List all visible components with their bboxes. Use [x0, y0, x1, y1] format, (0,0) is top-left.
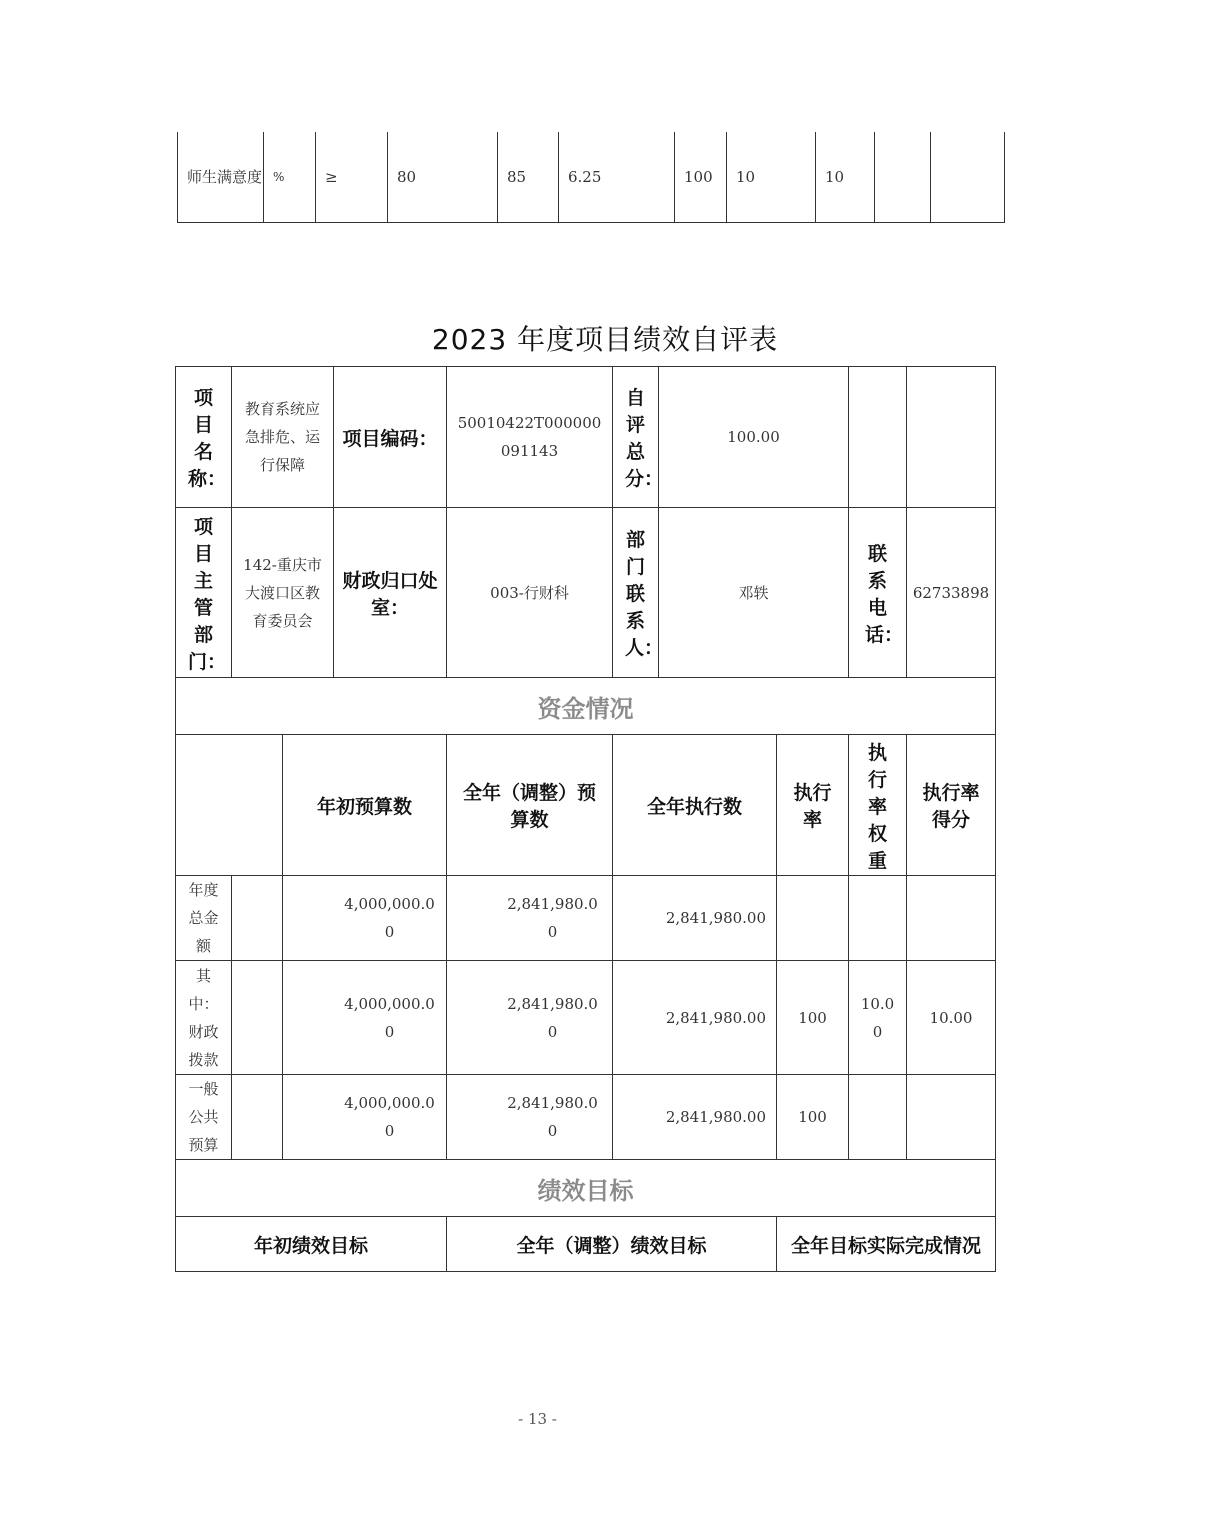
row-label: 其中：财政拨款: [176, 961, 232, 1075]
self-score-label: 自评总分：: [613, 367, 659, 508]
table-row: [176, 735, 996, 876]
phone-label: 联系电话：: [849, 508, 907, 678]
header-actual-completion: 全年目标实际完成情况: [777, 1217, 996, 1272]
exec-rate-cell: 100: [777, 961, 849, 1075]
table-row: [176, 1217, 996, 1272]
score-cell: 10.00: [907, 961, 996, 1075]
table-row: [176, 961, 996, 1075]
empty-cell-10: [875, 132, 931, 223]
finance-office-label: 财政归口处室：: [334, 508, 447, 678]
initial-budget-cell: 4,000,000.00: [283, 876, 447, 961]
score-cell-7: 100: [675, 132, 727, 223]
table-row: [176, 508, 996, 678]
exec-rate-cell: [777, 876, 849, 961]
executed-cell: 2,841,980.00: [613, 1075, 777, 1160]
funds-section-title: 资金情况: [176, 678, 996, 735]
operator-cell: ≥: [316, 132, 388, 223]
empty-cell: [232, 1075, 283, 1160]
evaluation-table: [175, 366, 996, 1272]
indicator-name-cell: 师生满意度: [178, 132, 264, 223]
phone-value: 62733898: [907, 508, 996, 678]
adjusted-budget-cell: 2,841,980.00: [447, 876, 613, 961]
empty-header-cell: [176, 735, 283, 876]
table-row: [176, 1160, 996, 1217]
score-cell-9: 10: [816, 132, 875, 223]
table-row: [176, 367, 996, 508]
score-cell-8: 10: [727, 132, 816, 223]
executed-cell: 2,841,980.00: [613, 961, 777, 1075]
weight-cell: [849, 1075, 907, 1160]
empty-cell: [849, 367, 907, 508]
page-number: - 13 -: [518, 1410, 557, 1428]
adjusted-budget-cell: 2,841,980.00: [447, 1075, 613, 1160]
weight-cell: [849, 876, 907, 961]
header-initial-goal: 年初绩效目标: [176, 1217, 447, 1272]
empty-cell-11: [931, 132, 1005, 223]
project-name-value: 教育系统应急排危、运行保障: [232, 367, 334, 508]
header-score: 执行率得分: [907, 735, 996, 876]
header-exec-rate: 执行率: [777, 735, 849, 876]
executed-cell: 2,841,980.00: [613, 876, 777, 961]
header-adjusted-budget: 全年（调整）预算数: [447, 735, 613, 876]
dept-label: 项目主管部门：: [176, 508, 232, 678]
goals-section-title: 绩效目标: [176, 1160, 996, 1217]
table-row: [176, 876, 996, 961]
project-code-label: 项目编码：: [334, 367, 447, 508]
table-row: [178, 132, 1005, 223]
contact-label: 部门联系人：: [613, 508, 659, 678]
row-label: 年度总金额: [176, 876, 232, 961]
empty-cell: [232, 876, 283, 961]
unit-cell: %: [264, 132, 316, 223]
indicator-table-continuation: [177, 132, 1005, 223]
adjusted-budget-cell: 2,841,980.00: [447, 961, 613, 1075]
page-title: 2023 年度项目绩效自评表: [431, 323, 779, 356]
project-name-label: 项目名称：: [176, 367, 232, 508]
weight-cell: 6.25: [559, 132, 675, 223]
header-weight: 执行率权重: [849, 735, 907, 876]
exec-rate-cell: 100: [777, 1075, 849, 1160]
empty-cell: [907, 367, 996, 508]
initial-budget-cell: 4,000,000.00: [283, 961, 447, 1075]
row-label: 一般公共预算: [176, 1075, 232, 1160]
initial-budget-cell: 4,000,000.00: [283, 1075, 447, 1160]
actual-value-cell: 85: [498, 132, 559, 223]
contact-value: 邓轶: [659, 508, 849, 678]
self-score-value: 100.00: [659, 367, 849, 508]
dept-value: 142-重庆市大渡口区教育委员会: [232, 508, 334, 678]
project-code-value: 50010422T000000091143: [447, 367, 613, 508]
header-executed: 全年执行数: [613, 735, 777, 876]
score-cell: [907, 876, 996, 961]
header-adjusted-goal: 全年（调整）绩效目标: [447, 1217, 777, 1272]
table-row: [176, 678, 996, 735]
table-row: [176, 1075, 996, 1160]
weight-cell: 10.00: [849, 961, 907, 1075]
target-value-cell: 80: [388, 132, 498, 223]
header-initial-budget: 年初预算数: [283, 735, 447, 876]
finance-office-value: 003-行财科: [447, 508, 613, 678]
empty-cell: [232, 961, 283, 1075]
score-cell: [907, 1075, 996, 1160]
